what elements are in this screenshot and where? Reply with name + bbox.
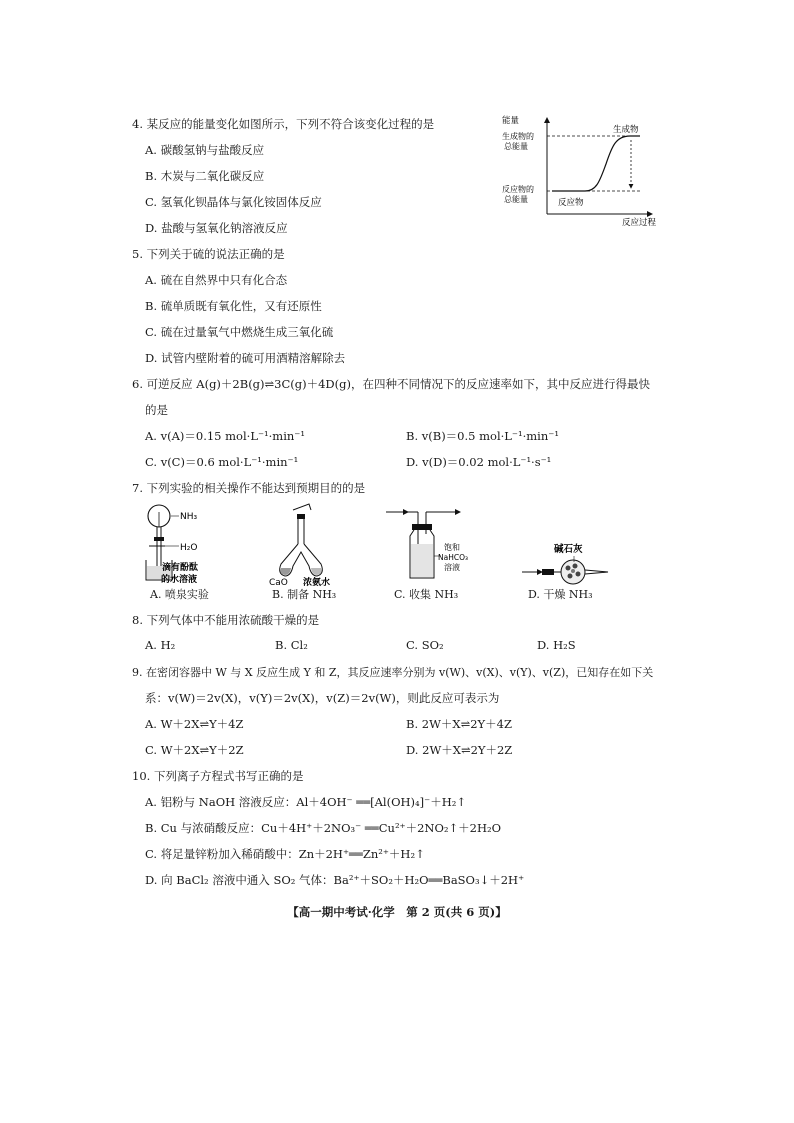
q8-option-b: B. Cl₂ bbox=[275, 638, 308, 652]
energy-diagram bbox=[500, 112, 665, 227]
figure-c-gas-bottle bbox=[382, 500, 482, 588]
solution-label-2: NaHCO₃ bbox=[438, 553, 468, 562]
reactant-label: 反应物 bbox=[558, 198, 584, 208]
figure-b-caption: B. 制备 NH₃ bbox=[272, 588, 337, 601]
q8-stem: 8. 下列气体中不能用浓硫酸干燥的是 bbox=[132, 613, 320, 627]
q10-option-d: D. 向 BaCl₂ 溶液中通入 SO₂ 气体：Ba²⁺＋SO₂＋H₂O══BaSO₃↓＋2H⁺ bbox=[145, 873, 525, 887]
soda-lime-label: 碱石灰 bbox=[554, 544, 583, 555]
solution-label-1: 滴有酚酞 bbox=[162, 563, 199, 573]
q6-stem-line1: 6. 可逆反应 A(g)＋2B(g)⇌3C(g)＋4D(g)，在四种不同情况下的反应速率如下，其中反应进行得最快 bbox=[132, 377, 650, 391]
q9-option-c: C. W＋2X⇌Y＋2Z bbox=[145, 743, 244, 757]
q10-option-a: A. 铝粉与 NaOH 溶液反应：Al＋4OH⁻ ══[Al(OH)₄]⁻＋H₂↑ bbox=[145, 795, 466, 809]
product-label: 生成物 bbox=[613, 125, 639, 135]
q6-option-a: A. v(A)＝0.15 mol·L⁻¹·min⁻¹ bbox=[145, 429, 305, 443]
figure-d-drying-tube bbox=[520, 500, 620, 588]
page-footer: 【高一期中考试·化学 第 2 页(共 6 页)】 bbox=[287, 905, 507, 919]
solution-label-2: 的水溶液 bbox=[161, 575, 198, 585]
q6-stem-line2: 的是 bbox=[145, 403, 168, 417]
q8-option-d: D. H₂S bbox=[537, 638, 576, 652]
figure-a-caption: A. 喷泉实验 bbox=[150, 588, 209, 601]
q8-option-a: A. H₂ bbox=[145, 638, 176, 652]
figure-b-y-tube bbox=[265, 500, 345, 588]
energy-curve bbox=[552, 136, 640, 191]
nh3-label: NH₃ bbox=[180, 512, 198, 522]
q4-option-b: B. 木炭与二氧化碳反应 bbox=[145, 169, 265, 183]
q6-option-b: B. v(B)＝0.5 mol·L⁻¹·min⁻¹ bbox=[406, 429, 559, 443]
q9-option-b: B. 2W＋X⇌2Y＋4Z bbox=[406, 717, 512, 731]
q10-option-c: C. 将足量锌粉加入稀硝酸中：Zn＋2H⁺══Zn²⁺＋H₂↑ bbox=[145, 847, 425, 861]
q7-stem: 7. 下列实验的相关操作不能达到预期目的的是 bbox=[132, 481, 366, 495]
figure-c-caption: C. 收集 NH₃ bbox=[394, 588, 459, 601]
ammonia-label: 浓氨水 bbox=[303, 578, 331, 588]
q8-option-c: C. SO₂ bbox=[406, 638, 444, 652]
q9-stem-line1: 9. 在密闭容器中 W 与 X 反应生成 Y 和 Z，其反应速率分别为 v(W)、v(X)、v(Y)、v(Z)，已知存在如下关 bbox=[132, 666, 654, 679]
solution-label-3: 溶液 bbox=[444, 563, 460, 572]
q5-option-a: A. 硫在自然界中只有化合态 bbox=[145, 273, 288, 287]
q4-option-c: C. 氢氧化钡晶体与氯化铵固体反应 bbox=[145, 195, 322, 209]
solution-label-1: 饱和 bbox=[444, 543, 460, 552]
q10-stem: 10. 下列离子方程式书写正确的是 bbox=[132, 769, 304, 783]
q9-option-a: A. W＋2X⇌Y＋4Z bbox=[145, 717, 244, 731]
figure-a-fountain bbox=[135, 500, 225, 600]
cao-label: CaO bbox=[269, 578, 288, 588]
q9-option-d: D. 2W＋X⇌2Y＋2Z bbox=[406, 743, 513, 757]
q5-option-c: C. 硫在过量氧气中燃烧生成三氧化硫 bbox=[145, 325, 334, 339]
q9-stem-line2: 系：v(W)＝2v(X)，v(Y)＝2v(X)，v(Z)＝2v(W)，则此反应可表示为 bbox=[145, 691, 500, 705]
q5-option-b: B. 硫单质既有氧化性，又有还原性 bbox=[145, 299, 322, 313]
q6-option-d: D. v(D)＝0.02 mol·L⁻¹·s⁻¹ bbox=[406, 455, 552, 469]
q4-option-d: D. 盐酸与氢氧化钠溶液反应 bbox=[145, 221, 288, 235]
q4-option-a: A. 碳酸氢钠与盐酸反应 bbox=[145, 143, 265, 157]
reactant-energy-label: 反应物的总能量 bbox=[502, 185, 534, 204]
product-energy-label: 生成物的总能量 bbox=[502, 132, 534, 151]
q6-option-c: C. v(C)＝0.6 mol·L⁻¹·min⁻¹ bbox=[145, 455, 299, 469]
x-axis-label: 反应过程 bbox=[622, 218, 657, 227]
q5-stem: 5. 下列关于硫的说法正确的是 bbox=[132, 247, 285, 261]
q10-option-b: B. Cu 与浓硝酸反应：Cu＋4H⁺＋2NO₃⁻ ══Cu²⁺＋2NO₂↑＋2H₂O bbox=[145, 821, 502, 835]
q5-option-d: D. 试管内壁附着的硫可用酒精溶解除去 bbox=[145, 351, 346, 365]
y-axis-label: 能量 bbox=[502, 116, 520, 126]
q4-stem: 4. 某反应的能量变化如图所示，下列不符合该变化过程的是 bbox=[132, 117, 435, 131]
figure-d-caption: D. 干燥 NH₃ bbox=[528, 588, 593, 601]
h2o-label: H₂O bbox=[180, 543, 198, 553]
